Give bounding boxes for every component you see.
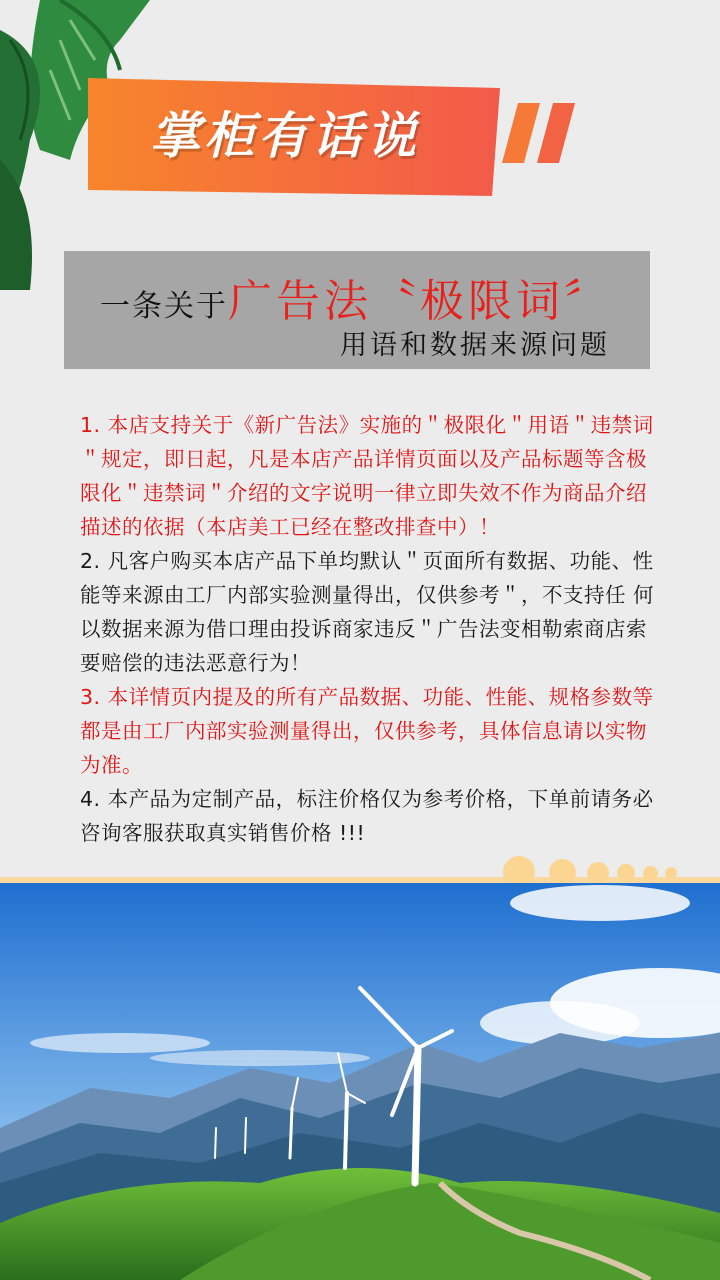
notice-item: 2. 凡客户购买本店产品下单均默认＂页面所有数据、功能、性能等来源由工厂内部实验测量得出，仅供参考＂，不支持任 何以数据来源为借口理由投诉商家违反＂广告法变相勒索商店索要赔偿的违法恶意行为！	[80, 549, 655, 675]
subject-prefix: 一条关于	[100, 289, 228, 324]
header-title: 掌柜有话说	[150, 107, 420, 165]
notice-item: 3. 本详情页内提及的所有产品数据、功能、性能、规格参数等都是由工厂内部实验测量得出，仅供参考，具体信息请以实物为准。	[80, 685, 654, 777]
decorative-dot	[665, 867, 677, 879]
decorative-dot	[549, 859, 576, 886]
notice-item: 1. 本店支持关于《新广告法》实施的＂极限化＂用语＂违禁词＂规定，即日起，凡是本店产品详情页面以及产品标题等含极限化＂违禁词＂介绍的文字说明一律立即失效不作为商品介绍描述的依据（本店美工已经在整改排查中）！	[80, 413, 654, 539]
decorative-dot	[587, 862, 609, 884]
decorative-dot	[643, 866, 658, 881]
banner-stripe	[537, 103, 575, 163]
decorative-dot	[617, 864, 635, 882]
subject-line-2: 用语和数据来源问题	[340, 330, 610, 361]
notice-list	[80, 408, 660, 850]
wind-turbine-landscape-image	[0, 883, 720, 1280]
subject-line-1	[100, 265, 640, 329]
notice-item: 4. 本产品为定制产品，标注价格仅为参考价格，下单前请务必咨询客服获取真实销售价格 !!!	[80, 787, 654, 845]
subject-highlight: 广告法〝极限词〞	[228, 276, 612, 327]
